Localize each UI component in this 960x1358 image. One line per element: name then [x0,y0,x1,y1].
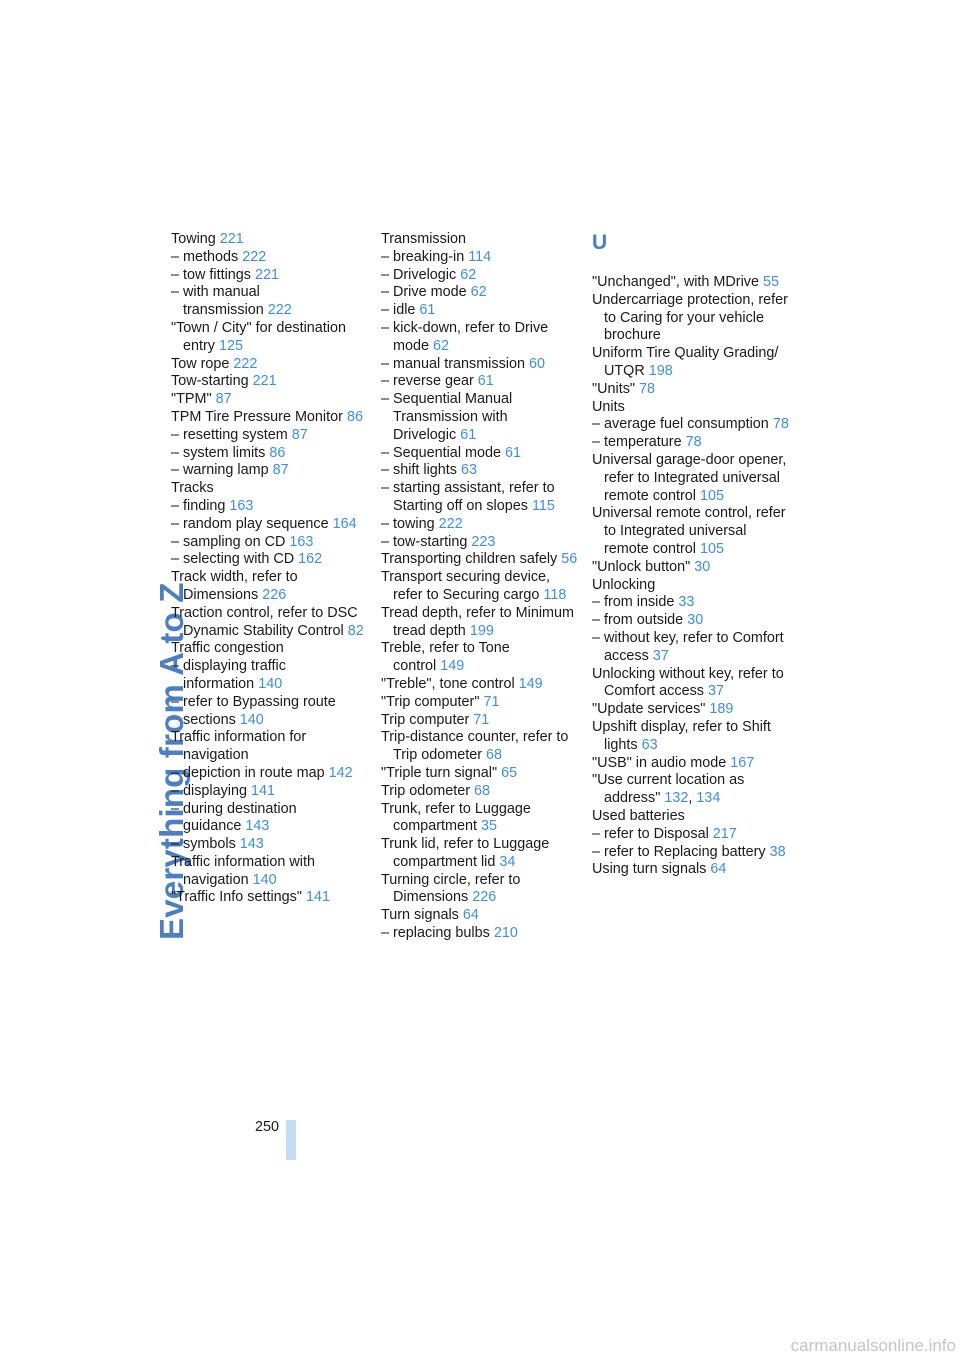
index-entry [171,783,371,801]
page-link[interactable]: 140 [252,871,277,888]
entry-term: – tow fittings [171,266,251,283]
entry-term: – selecting with CD [171,551,295,568]
index-entry [592,666,792,702]
index-entry [171,498,371,516]
entry-term: Trunk, refer to Luggage compartment [381,800,531,835]
page-link[interactable]: 55 [762,274,779,290]
entry-term: – shift lights [381,462,457,479]
entry-term: Trip odometer [381,782,471,799]
entry-term: "Update services" [592,701,706,718]
index-entry [171,462,371,480]
page-link[interactable]: 222 [438,515,463,532]
entry-term: Upshift display, refer to Shift lights [592,718,771,753]
page-link[interactable]: 61 [460,426,477,443]
page-number: 250 [254,1119,279,1135]
entry-term: TPM Tire Pressure Monitor [171,408,343,425]
index-entry [592,416,792,434]
page-link[interactable]: 78 [639,380,656,397]
index-entry [171,391,371,409]
index-entry [171,320,371,356]
index-entry [381,765,581,783]
page-link[interactable]: 105 [699,487,724,504]
page-link[interactable]: 141 [251,782,276,799]
index-entry [381,836,581,872]
entry-term: Traffic information with navigation [171,853,315,888]
entry-term: – symbols [171,836,236,853]
page-link[interactable]: 63 [461,462,478,479]
entry-term: Turning circle, refer to Dimensions [381,871,521,906]
index-entry [171,801,371,837]
page-link[interactable]: 34 [499,853,516,870]
entry-term: – refer to Replacing battery [592,843,766,860]
index-entry [592,505,792,558]
entry-term: – average fuel consumption [592,416,769,433]
entry-term: Units [592,398,625,415]
index-entry [381,391,581,444]
entry-term: – Sequential Manual Transmission with Drivelogic [381,391,513,443]
entry-term: "Trip computer" [381,693,480,710]
page-link[interactable]: 71 [483,693,500,710]
entry-term: Treble, refer to Tone control [381,640,510,675]
page-link[interactable]: 78 [772,416,789,433]
page-link[interactable]: 140 [258,675,283,692]
index-entry [171,640,371,658]
entry-term: – displaying [171,782,248,799]
page-link[interactable]: 210 [493,925,518,942]
page-link[interactable]: 163 [229,497,254,514]
page-link[interactable]: 115 [531,497,555,514]
entry-term: Traffic information for navigation [171,729,307,764]
page-link[interactable]: 132 [664,790,689,807]
page-link[interactable]: 68 [486,747,503,764]
index-entry [171,729,371,765]
page-link[interactable]: 60 [528,355,545,372]
page-link[interactable]: 118 [543,586,567,603]
entry-term: – Drive mode [381,284,467,301]
index-entry [381,534,581,552]
page-link[interactable]: 82 [347,622,364,639]
page-link[interactable]: 35 [480,818,497,835]
index-entry [381,712,581,730]
index-entry [592,345,792,381]
entry-term: – breaking-in [381,248,465,265]
page-link[interactable]: 198 [648,362,673,379]
index-entry [592,808,792,826]
page-link[interactable]: 71 [473,711,490,728]
index-entry [381,516,581,534]
index-entry [592,612,792,630]
page-link[interactable]: 222 [267,302,292,319]
index-entry [592,844,792,862]
entry-term: – manual transmission [381,355,525,372]
index-entry [171,569,371,605]
page-link[interactable]: 87 [272,462,289,479]
entry-term: – kick-down, refer to Drive mode [381,319,549,354]
index-entry [381,694,581,712]
index-entry [171,551,371,569]
page-link[interactable]: 38 [769,843,786,860]
page-link[interactable]: 30 [687,612,704,629]
index-entry [381,569,581,605]
page-link[interactable]: 30 [694,558,711,575]
entry-term: Trip-distance counter, refer to Trip odometer [381,729,569,764]
index-entry [171,765,371,783]
index-entry [171,445,371,463]
index-column-3 [592,231,792,879]
entry-term: – warning lamp [171,462,269,479]
index-entry [592,292,792,345]
entry-term: – system limits [171,444,266,461]
page-link[interactable]: 68 [474,782,491,799]
entry-term: "Triple turn signal" [381,764,498,781]
page-link[interactable]: 143 [239,836,264,853]
page-link[interactable]: 125 [219,337,244,354]
index-entry [171,694,371,730]
index-entry [381,320,581,356]
page-link[interactable]: 162 [298,551,323,568]
index-entry [171,409,371,427]
entry-term: – displaying traffic information [171,658,286,692]
index-entry [381,676,581,694]
entry-term: "Units" [592,380,636,397]
index-entry [171,605,371,641]
page-link[interactable]: 87 [215,391,232,408]
entry-term: – random play sequence [171,515,329,532]
index-entry [381,640,581,676]
page-link[interactable]: 61 [419,302,436,319]
index-entry [171,356,371,374]
page-link[interactable]: 64 [462,907,479,924]
index-entry [381,462,581,480]
entry-term: – tow-starting [381,533,468,550]
index-entry [592,577,792,595]
entry-term: "Use current location as address" [592,772,745,807]
entry-term: – depiction in route map [171,764,325,781]
index-entry [171,534,371,552]
index-entry [171,658,371,694]
page-link[interactable]: 164 [332,515,357,532]
index-entry [381,302,581,320]
entry-term: Transporting children safely [381,551,558,568]
page-link[interactable]: 62 [433,337,450,354]
entry-term: Transport securing device, refer to Securing cargo [381,569,551,603]
index-column-1 [171,231,371,907]
index-entry [592,594,792,612]
page-link[interactable]: 114 [468,248,492,265]
index-entry [592,701,792,719]
entry-term: – reverse gear [381,373,474,390]
index-entry [171,889,371,907]
page-link[interactable]: 221 [252,373,277,390]
page-link[interactable]: 141 [306,889,331,906]
index-entry [592,630,792,666]
index-entry [381,551,581,569]
entry-term: Unlocking without key, refer to Comfort access [592,665,784,700]
index-entry: "Use current location as address" 132, 134 [592,772,745,807]
entry-term: "Unchanged", with MDrive [592,274,759,290]
index-entry [381,231,581,249]
page-link[interactable]: 56 [561,551,578,568]
page-link[interactable]: 37 [652,647,669,664]
page-link[interactable]: 189 [709,701,734,718]
page-link[interactable]: 222 [233,355,258,372]
entry-term: Traction control, refer to DSC Dynamic Stability Control [171,604,358,639]
page-link[interactable]: 217 [712,825,737,842]
entry-term: – finding [171,497,226,514]
entry-term: Towing [171,231,216,247]
page-link[interactable]: 78 [685,434,702,451]
entry-term: Unlocking [592,576,656,593]
index-entry [381,284,581,302]
entry-term: Trunk lid, refer to Luggage compartment lid [381,836,550,870]
entry-term: – sampling on CD [171,533,286,550]
entry-term: "Treble", tone control [381,675,515,692]
index-entry [381,729,581,765]
entry-term: – refer to Bypassing route sections [171,693,336,728]
page-link[interactable]: 61 [505,444,522,461]
entry-term: "Town / City" for destination entry [171,319,346,354]
index-entry [381,356,581,374]
entry-term: Tracks [171,480,214,497]
entry-term: Universal remote control, refer to Integrated universal remote control [592,505,786,557]
entry-term: – from outside [592,612,684,629]
index-column-2 [381,231,581,943]
entry-term: Universal garage-door opener, refer to Integrated universal remote control [592,451,787,504]
page-link[interactable]: 222 [242,248,267,265]
page-link[interactable]: 86 [346,408,363,425]
entry-term: Used batteries [592,807,685,824]
index-entry [381,445,581,463]
entry-term: – replacing bulbs [381,925,490,942]
page-link[interactable]: 221 [255,266,280,283]
entry-term: Tow-starting [171,373,249,390]
page-link[interactable]: 167 [730,754,755,771]
entry-term: "Unlock button" [592,558,691,575]
entry-term: Traffic congestion [171,640,284,657]
page-link[interactable]: 105 [699,540,724,557]
entry-term: – temperature [592,434,682,451]
index-entry [381,605,581,641]
page-link[interactable]: 226 [472,889,497,906]
index-entry [381,267,581,285]
entry-term: – methods [171,248,239,265]
index-entry [171,267,371,285]
index-entry [171,480,371,498]
entry-term: – from inside [592,594,675,611]
page-link[interactable]: 199 [469,622,494,639]
index-entry [381,801,581,837]
entry-term: "Traffic Info settings" [171,889,302,906]
index-entry [171,836,371,854]
entry-term: Tread depth, refer to Minimum tread depth [381,604,575,639]
entry-term: Transmission [381,231,467,247]
side-section-title [112,230,190,940]
index-entry [592,274,792,292]
index-entry [171,231,371,249]
index-entry [171,284,371,320]
index-entry [171,516,371,534]
entry-term: – Sequential mode [381,444,502,461]
entry-term: Turn signals [381,907,459,924]
watermark: carmanualsonline.info [790,1336,956,1355]
index-entry [381,480,581,516]
page-link[interactable]: 33 [678,594,695,611]
index-entry [592,826,792,844]
entry-term: Tow rope [171,355,230,372]
page-link[interactable]: 163 [289,533,314,550]
section-letter: U [592,231,608,254]
entry-term: – without key, refer to Comfort access [592,629,784,664]
page-link[interactable]: 62 [470,284,487,301]
page-link[interactable]: 65 [501,764,518,781]
index-entry [592,755,792,773]
page-link[interactable]: 62 [460,266,477,283]
page-link[interactable]: 149 [518,675,543,692]
page-link[interactable]: 221 [219,231,244,247]
index-entry [381,373,581,391]
index-entry [592,381,792,399]
page-link[interactable]: 226 [262,586,287,603]
index-entry [381,872,581,908]
page-link[interactable]: 134 [696,790,721,807]
entry-term: – towing [381,515,435,532]
entry-term: – with manual transmission [171,284,264,319]
entry-term: – during destination guidance [171,800,297,835]
entry-term: Trip computer [381,711,470,728]
index-entry [381,249,581,267]
side-title-text: Everything from A to Z [153,582,190,940]
page-link[interactable]: 87 [291,426,308,443]
index-entry [381,783,581,801]
index-entry [171,427,371,445]
index-entry [381,907,581,925]
entry-term: – starting assistant, refer to Starting off on slopes [381,480,555,514]
entry-term: Uniform Tire Quality Grading/ UTQR [592,345,779,379]
entry-term: – Drivelogic [381,266,457,283]
entry-term: Using turn signals [592,861,707,878]
page-link[interactable]: 61 [477,373,494,390]
entry-term: – resetting system [171,426,288,443]
index-entry [592,719,792,755]
entry-term: "TPM" [171,391,212,408]
entry-term: – refer to Disposal [592,825,709,842]
index-entry [171,854,371,890]
index-entry [381,925,581,943]
entry-term: Undercarriage protection, refer to Caring for your vehicle brochure [592,291,788,344]
page-link[interactable]: 140 [239,711,264,728]
page-link[interactable]: 64 [710,861,727,878]
index-entry [171,373,371,391]
entry-term: – idle [381,302,416,319]
page-link[interactable]: 223 [471,533,496,550]
entry-term: Track width, refer to Dimensions [171,569,298,603]
page-link[interactable]: 37 [707,683,724,700]
page-link[interactable]: 63 [641,736,658,753]
page-link[interactable]: 142 [328,764,353,781]
page-link[interactable]: 149 [440,658,465,675]
index-entry [171,249,371,267]
index-entry [592,861,792,879]
page-link[interactable]: 86 [269,444,286,461]
index-entry [592,434,792,452]
entry-term: "USB" in audio mode [592,754,727,771]
index-entry [592,559,792,577]
page-bar [286,1120,296,1160]
index-entry [592,452,792,505]
index-entry [592,399,792,417]
page-link[interactable]: 143 [245,818,270,835]
